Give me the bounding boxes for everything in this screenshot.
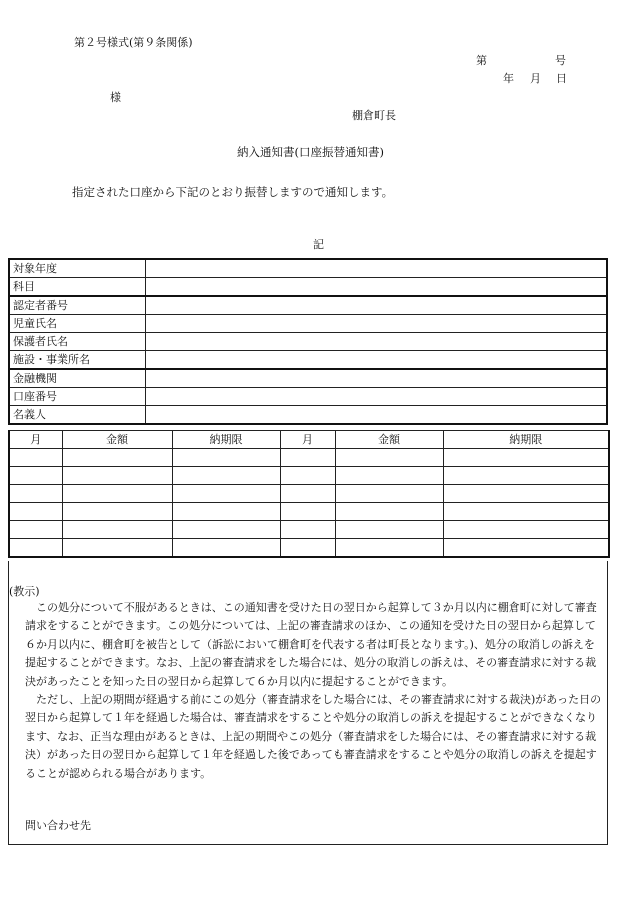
- info-value[interactable]: [146, 388, 608, 406]
- info-row: [9, 296, 607, 315]
- info-label: 対象年度: [9, 259, 146, 278]
- table-row: [9, 539, 609, 558]
- months-table: [8, 430, 610, 558]
- date-year: 年: [503, 72, 514, 85]
- info-table: [8, 258, 608, 425]
- table-row: [9, 449, 609, 467]
- col-due-header: 納期限: [172, 431, 280, 449]
- contact-label: 問い合わせ先: [25, 819, 91, 832]
- page-title: 納入通知書(口座振替通知書): [237, 145, 384, 159]
- info-row: [9, 351, 607, 370]
- notice-paragraph-2: ただし、上記の期間が経過する前にこの処分（審査請求をした場合には、その審査請求に対する裁決)があった日の翌日から起算して１年を経過した場合は、審査請求をすることや処分の取消しの訴えを提起することができなくなります、なお、正当な理由があるときは、上記の期間やこの処分（審査請求をした場合には、その審査請求に対する裁決）があった日の翌日から起算して１年を経過した後であっても審査請求をすることや処分の取消しの訴えを提起することが認められる場合があります。: [25, 693, 602, 780]
- info-row: [9, 388, 607, 406]
- table-row: [9, 467, 609, 485]
- info-row: [9, 369, 607, 388]
- info-value[interactable]: [146, 406, 608, 425]
- info-value[interactable]: [146, 315, 608, 333]
- info-label: 科目: [9, 278, 146, 297]
- info-label: 保護者氏名: [9, 333, 146, 351]
- info-label: 名義人: [9, 406, 146, 425]
- info-row: [9, 333, 607, 351]
- col-month-header: 月: [9, 431, 62, 449]
- ki-mark: 記: [313, 238, 324, 251]
- info-row: [9, 278, 607, 297]
- info-label: 施設・事業所名: [9, 351, 146, 370]
- table-row: [9, 521, 609, 539]
- info-value[interactable]: [146, 351, 608, 370]
- date-day: 日: [556, 72, 567, 85]
- info-value[interactable]: [146, 333, 608, 351]
- intro-text: 指定された口座から下記のとおり振替しますので通知します。: [72, 185, 394, 199]
- table-row: [9, 503, 609, 521]
- info-value[interactable]: [146, 369, 608, 388]
- notice-box: [8, 561, 608, 845]
- form-number: 第２号様式(第９条関係): [74, 36, 193, 49]
- info-label: 口座番号: [9, 388, 146, 406]
- info-label: 金融機関: [9, 369, 146, 388]
- info-value[interactable]: [146, 278, 608, 297]
- date-month: 月: [530, 72, 541, 85]
- issuer: 棚倉町長: [352, 109, 396, 122]
- info-row: [9, 259, 607, 278]
- table-row: [9, 485, 609, 503]
- doc-number-prefix: 第: [476, 54, 487, 67]
- months-header-row: [9, 431, 609, 449]
- info-label: 児童氏名: [9, 315, 146, 333]
- doc-number-suffix: 号: [555, 54, 566, 67]
- col-amount-header: 金額: [62, 431, 172, 449]
- info-label: 認定者番号: [9, 296, 146, 315]
- col-due-header: 納期限: [443, 431, 609, 449]
- notice-paragraph-1: この処分について不服があるときは、この通知書を受けた日の翌日から起算して３か月以内に棚倉町に対して審査請求をすることができます。この処分については、上記の審査請求のほか、この通知を受けた日の翌日から起算して６か月以内に、棚倉町を被告として（訴訟において棚倉町を代表する者は町長となります。)、処分の取消しの訴えを提起することができます。なお、上記の審査請求をした場合には、処分の取消しの訴えは、その審査請求に対する裁決があったことを知った日の翌日から起算して６か月以内に提起することができます。: [25, 601, 597, 688]
- info-value[interactable]: [146, 259, 608, 278]
- col-amount-header: 金額: [335, 431, 443, 449]
- notice-heading: (教示): [9, 585, 40, 598]
- notice-body: [25, 599, 603, 783]
- info-row: [9, 406, 607, 425]
- col-month-header: 月: [280, 431, 335, 449]
- info-row: [9, 315, 607, 333]
- addressee: 様: [110, 91, 121, 104]
- info-value[interactable]: [146, 296, 608, 315]
